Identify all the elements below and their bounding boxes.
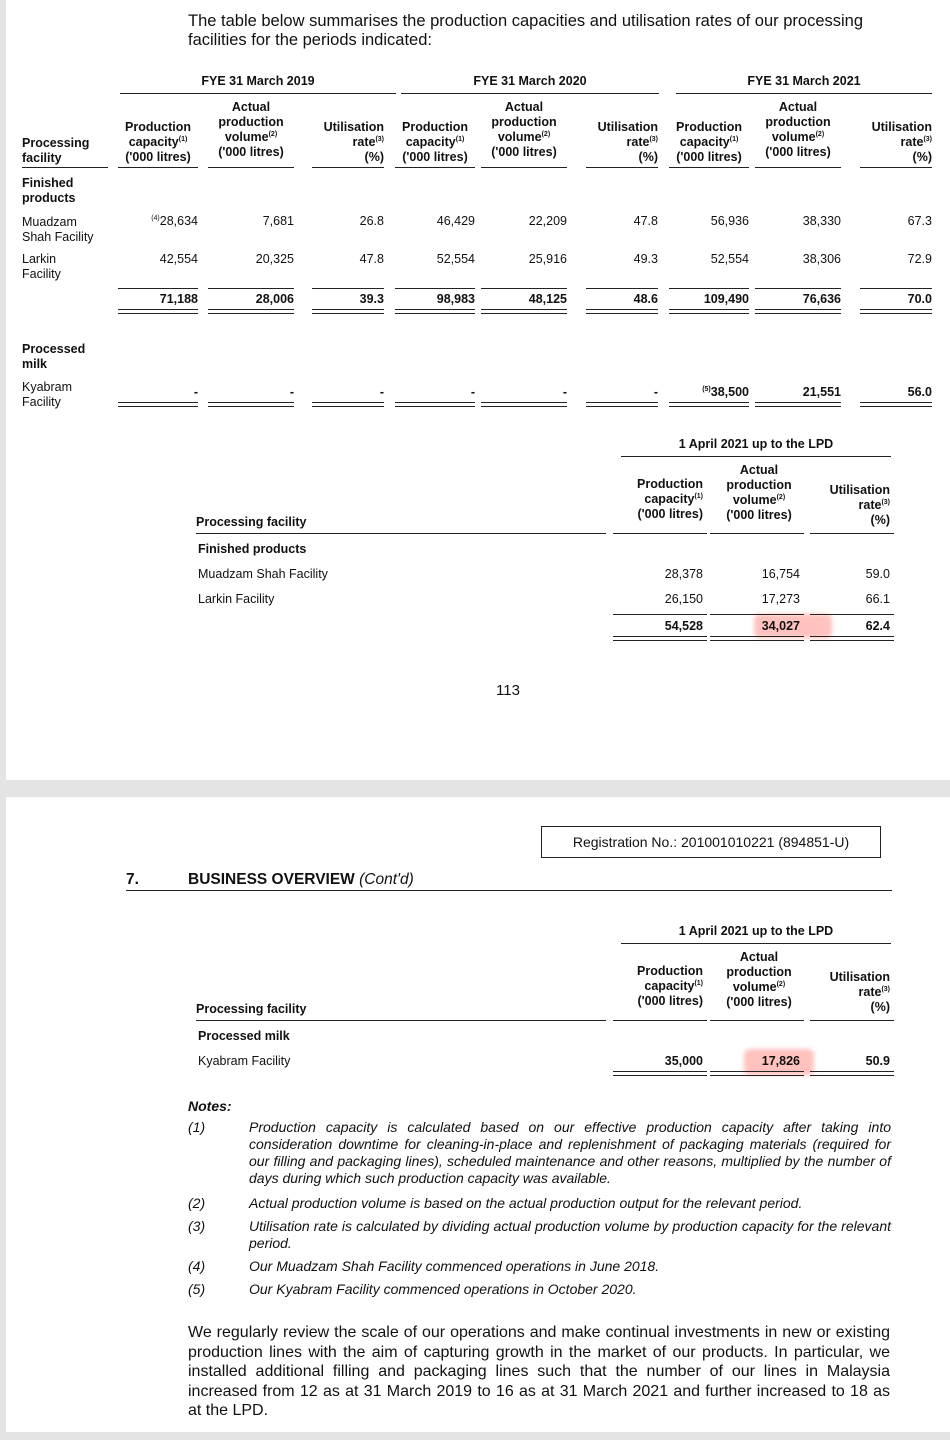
- larkin-row-cell-1: [208, 252, 294, 267]
- muadzam-row-cell-3: [395, 214, 475, 229]
- header-text: Utilisation: [323, 120, 384, 134]
- footnote-marker: (2): [815, 130, 825, 138]
- larkin-label: Larkin Facility: [22, 252, 61, 281]
- cell-value: -: [289, 385, 294, 399]
- footnote-marker: (1): [694, 492, 703, 500]
- total-top-rule: [481, 288, 567, 289]
- volume-header-2020: [481, 100, 567, 160]
- lpd2-kyabram-row-cell-0: 35,000: [664, 1054, 703, 1068]
- total-top-rule: [586, 288, 658, 289]
- page-number: 113: [496, 682, 520, 699]
- header-text: rate: [900, 135, 924, 149]
- lpd-larkin-row-cell-2: 66.1: [865, 592, 890, 606]
- total-row-cell-5: [586, 292, 658, 307]
- larkin-row-cell-3: [395, 252, 475, 267]
- header-text: ('000 litres): [726, 995, 792, 1009]
- muadzam-row-cell-6: [669, 214, 749, 229]
- cell-value: 7,681: [262, 214, 294, 228]
- muadzam-row-cell-7: [755, 214, 841, 229]
- lpd-period-header: 1 April 2021 up to the LPD: [678, 437, 834, 451]
- lpd2-kyabram-row-cell-1: 17,826: [761, 1054, 800, 1068]
- cell-value: 52,554: [710, 252, 749, 266]
- header-text: rate: [858, 985, 882, 999]
- header-text: (%): [638, 150, 658, 164]
- kyabram-bottom-rule: [755, 402, 841, 407]
- cell-value: 47.8: [359, 252, 384, 266]
- footnote-marker: (3): [881, 985, 890, 993]
- total-bottom-rule: [669, 309, 749, 314]
- kyabram-row-cell-4: [481, 385, 567, 400]
- lpd-total-top-rule: [810, 614, 894, 615]
- total-bottom-rule: [208, 309, 294, 314]
- header-text: ('000 litres): [726, 508, 792, 522]
- header-text: capacity: [644, 492, 695, 506]
- section-cont: (Cont'd): [359, 871, 414, 888]
- kyabram-bottom-rule: [118, 402, 198, 407]
- kyabram-bottom-rule: [669, 402, 749, 407]
- lpd-muadzam-row-cell-1: 16,754: [761, 567, 800, 581]
- kyabram-row-cell-8: [860, 385, 932, 400]
- lpd-total-bottom-rule: [613, 636, 707, 641]
- header-text: rate: [858, 498, 882, 512]
- footnote-marker: (2): [776, 493, 786, 501]
- cell-value: 42,554: [159, 252, 198, 266]
- kyabram-bottom-rule: [208, 402, 294, 407]
- lpd-header-underline: [710, 533, 804, 534]
- total-row-cell-4: [481, 292, 567, 307]
- lpd-period-rule: [621, 456, 891, 457]
- lpd-header-underline: [810, 533, 894, 534]
- kyabram-bottom-rule: [586, 402, 658, 407]
- header-text: Utilisation: [597, 120, 658, 134]
- cell-value: 21,551: [802, 385, 841, 399]
- header-text: ('000 litres): [125, 150, 191, 164]
- lpd-larkin-row-cell-0: 26,150: [664, 592, 703, 606]
- footnote-marker: (2): [268, 130, 278, 138]
- header-text: Utilisation: [829, 970, 890, 984]
- lpd2-bottom-rule: [810, 1071, 894, 1076]
- header-text: capacity: [644, 979, 695, 993]
- lpd-muadzam-label: Muadzam Shah Facility: [198, 567, 328, 581]
- lpd-larkin-label: Larkin Facility: [198, 592, 275, 606]
- volume-header-2019: [208, 100, 294, 160]
- lpd-rate-header: [808, 970, 890, 1015]
- header-underline: [481, 167, 567, 168]
- lpd-total-row-cell-2: 62.4: [865, 619, 890, 633]
- muadzam-row-cell-2: [312, 214, 384, 229]
- cell-value: 28,634: [159, 214, 198, 228]
- lpd2-period-header: 1 April 2021 up to the LPD: [678, 924, 834, 938]
- document-page-2: [6, 797, 950, 1432]
- note-text-5: Our Kyabram Facility commenced operations in October 2020.: [249, 1281, 637, 1297]
- header-text: production: [726, 965, 792, 979]
- lpd2-processed-label: Processed milk: [198, 1029, 290, 1043]
- muadzam-row-cell-5: [586, 214, 658, 229]
- lpd-muadzam-row-cell-0: 28,378: [664, 567, 703, 581]
- lpd-larkin-row-cell-1: 17,273: [761, 592, 800, 606]
- cell-value: -: [562, 385, 567, 399]
- cell-value: 52,554: [436, 252, 475, 266]
- header-text: volume: [732, 493, 777, 507]
- cell-value: 56,936: [710, 214, 749, 228]
- header-text: (%): [870, 1000, 890, 1014]
- total-bottom-rule: [755, 309, 841, 314]
- cell-value: 38,330: [802, 214, 841, 228]
- total-row-cell-2: [312, 292, 384, 307]
- larkin-row-cell-4: [481, 252, 567, 267]
- lpd-finished-label: Finished products: [198, 542, 307, 556]
- period-rule-2020: [401, 93, 659, 94]
- kyabram-bottom-rule: [481, 402, 567, 407]
- muadzam-row-cell-8: [860, 214, 932, 229]
- cell-value: 38,306: [802, 252, 841, 266]
- cell-value: -: [379, 385, 384, 399]
- lpd-header-underline: [710, 1020, 804, 1021]
- lpd-total-top-rule: [710, 614, 804, 615]
- cell-value: 25,916: [528, 252, 567, 266]
- larkin-row-cell-8: [860, 252, 932, 267]
- section-rule: [126, 890, 892, 891]
- total-bottom-rule: [586, 309, 658, 314]
- processed-milk-label: Processed milk: [22, 342, 86, 371]
- footnote-marker: (3): [923, 135, 932, 143]
- volume-header-2021: [755, 100, 841, 160]
- total-row-cell-8: [860, 292, 932, 307]
- header-text: Production: [402, 120, 468, 134]
- footnote-marker: (3): [649, 135, 658, 143]
- kyabram-row-cell-0: [118, 385, 198, 400]
- header-underline: [395, 167, 475, 168]
- lpd-total-bottom-rule: [810, 636, 894, 641]
- header-text: Actual: [504, 100, 544, 114]
- total-row-cell-6: [669, 292, 749, 307]
- cell-value: 48.6: [633, 292, 658, 306]
- section-title: BUSINESS OVERVIEW: [188, 871, 355, 888]
- footnote-marker: (5): [702, 385, 711, 393]
- note-text-1: Production capacity is calculated based on our effective production capacity after taking into consideration downtime for cleaning-in-place and replenishment of packaging materials (required for our filling and packaging lines), scheduled maintenance and other reasons, multiplied by the number of days during which such production capacity was available.: [249, 1119, 891, 1186]
- finished-products-label: Finished products: [22, 176, 76, 205]
- total-bottom-rule: [118, 309, 198, 314]
- period-rule-2021: [676, 93, 932, 94]
- cell-value: 72.9: [907, 252, 932, 266]
- kyabram-row-cell-7: [755, 385, 841, 400]
- note-number-2: (2): [188, 1195, 206, 1211]
- lpd-total-row-cell-1: 34,027: [761, 619, 800, 633]
- cell-value: 47.8: [633, 214, 658, 228]
- note-text-3: Utilisation rate is calculated by dividing actual production volume by production capacity for the relevant period.: [249, 1218, 891, 1251]
- lpd2-kyabram-row-cell-2: 50.9: [865, 1054, 890, 1068]
- header-text: production: [218, 115, 284, 129]
- rate-header-2020: [574, 120, 658, 165]
- muadzam-row-cell-0: [118, 214, 198, 229]
- header-text: Utilisation: [871, 120, 932, 134]
- facility-column-header: Processing facility: [22, 136, 90, 165]
- header-text: capacity: [405, 135, 456, 149]
- header-underline: [312, 167, 384, 168]
- header-text: Production: [125, 120, 191, 134]
- muadzam-row-cell-4: [481, 214, 567, 229]
- lpd-capacity-header: [611, 964, 703, 1009]
- total-top-rule: [208, 288, 294, 289]
- note-number-4: (4): [188, 1258, 206, 1274]
- total-row-cell-3: [395, 292, 475, 307]
- header-text: ('000 litres): [491, 145, 557, 159]
- larkin-row-cell-2: [312, 252, 384, 267]
- note-number-3: (3): [188, 1218, 206, 1234]
- lpd-volume-header: [714, 463, 804, 523]
- total-top-rule: [860, 288, 932, 289]
- period-header-2020: FYE 31 March 2020: [473, 74, 587, 88]
- cell-value: 39.3: [359, 292, 384, 306]
- cell-value: 49.3: [633, 252, 658, 266]
- cell-value: -: [470, 385, 475, 399]
- cell-value: 76,636: [802, 292, 841, 306]
- capacity-header-2019: [114, 120, 202, 165]
- note-number-5: (5): [188, 1281, 206, 1297]
- header-underline: [755, 167, 841, 168]
- muadzam-row-cell-1: [208, 214, 294, 229]
- lpd2-bottom-rule: [613, 1071, 707, 1076]
- header-text: volume: [224, 130, 269, 144]
- total-top-rule: [669, 288, 749, 289]
- lpd2-kyabram-label: Kyabram Facility: [198, 1054, 291, 1068]
- header-text: Actual: [231, 100, 271, 114]
- lpd-total-top-rule: [613, 614, 707, 615]
- kyabram-bottom-rule: [312, 402, 384, 407]
- lpd-rate-header: [808, 483, 890, 528]
- section-number: 7.: [126, 871, 139, 888]
- kyabram-row-cell-2: [312, 385, 384, 400]
- header-text: ('000 litres): [402, 150, 468, 164]
- header-text: ('000 litres): [637, 507, 703, 521]
- rate-header-2021: [848, 120, 932, 165]
- kyabram-row-cell-1: [208, 385, 294, 400]
- total-row-cell-7: [755, 292, 841, 307]
- footnote-marker: (1): [694, 979, 703, 987]
- footnote-marker: (3): [375, 135, 384, 143]
- cell-value: -: [193, 385, 198, 399]
- header-text: volume: [497, 130, 542, 144]
- cell-value: 48,125: [528, 292, 567, 306]
- header-text: Production: [637, 964, 703, 978]
- header-text: production: [726, 478, 792, 492]
- total-bottom-rule: [481, 309, 567, 314]
- total-top-rule: [755, 288, 841, 289]
- document-page-1: [6, 0, 950, 780]
- cell-value: 109,490: [703, 292, 749, 306]
- lpd2-period-rule: [621, 943, 891, 944]
- lpd2-bottom-rule: [710, 1071, 804, 1076]
- closing-paragraph: We regularly review the scale of our operations and make continual investments in new or existing production lines with the aim of capturing growth in the market of our products. In particular, we installed additional filling and packaging lines such that the number of our lines in Malaysia increased from 12 as at 31 March 2019 to 16 as at 31 March 2021 and further increased to 18 as at the LPD.: [188, 1324, 890, 1419]
- footnote-marker: (1): [178, 135, 188, 143]
- total-row-cell-1: [208, 292, 294, 307]
- header-text: Production: [676, 120, 742, 134]
- header-text: (%): [364, 150, 384, 164]
- lpd-total-row-cell-0: 54,528: [664, 619, 703, 633]
- rate-header-2019: [300, 120, 384, 165]
- lpd-facility-header: Processing facility: [196, 515, 307, 529]
- kyabram-row-cell-6: [669, 385, 749, 400]
- header-text: (%): [870, 513, 890, 527]
- footnote-marker: (1): [455, 135, 465, 143]
- note-number-1: (1): [188, 1119, 206, 1135]
- total-bottom-rule: [312, 309, 384, 314]
- cell-value: 28,006: [255, 292, 294, 306]
- cell-value: 67.3: [907, 214, 932, 228]
- larkin-row-cell-7: [755, 252, 841, 267]
- header-text: Production: [637, 477, 703, 491]
- header-text: Actual: [778, 100, 818, 114]
- header-text: Actual: [739, 950, 779, 964]
- header-text: volume: [771, 130, 816, 144]
- lpd-header-underline: [810, 1020, 894, 1021]
- header-underline: [208, 167, 294, 168]
- cell-value: 98,983: [436, 292, 475, 306]
- kyabram-label: Kyabram Facility: [22, 380, 73, 409]
- lpd-header-underline: [613, 533, 707, 534]
- header-text: capacity: [128, 135, 179, 149]
- header-text: rate: [352, 135, 376, 149]
- intro-paragraph: The table below summarises the production capacities and utilisation rates of our processing facilities for the periods indicated:: [188, 12, 864, 49]
- cell-value: 22,209: [528, 214, 567, 228]
- larkin-row-cell-5: [586, 252, 658, 267]
- header-underline: [586, 167, 658, 168]
- footnote-marker: (1): [729, 135, 739, 143]
- header-text: production: [491, 115, 557, 129]
- larkin-row-cell-0: [118, 252, 198, 267]
- header-text: ('000 litres): [637, 994, 703, 1008]
- cell-value: -: [653, 385, 658, 399]
- header-text: rate: [626, 135, 650, 149]
- note-text-2: Actual production volume is based on the actual production output for the relevant period.: [249, 1195, 803, 1211]
- notes-title: Notes:: [188, 1098, 232, 1114]
- note-text-4: Our Muadzam Shah Facility commenced operations in June 2018.: [249, 1258, 660, 1274]
- larkin-row-cell-6: [669, 252, 749, 267]
- footnote-marker: (2): [541, 130, 551, 138]
- total-top-rule: [118, 288, 198, 289]
- section-heading: [188, 871, 414, 889]
- header-text: ('000 litres): [765, 145, 831, 159]
- header-text: Actual: [739, 463, 779, 477]
- total-row-cell-0: [118, 292, 198, 307]
- kyabram-bottom-rule: [860, 402, 932, 407]
- period-header-2021: FYE 31 March 2021: [747, 74, 861, 88]
- lpd-capacity-header: [611, 477, 703, 522]
- registration-box: Registration No.: 201001010221 (894851-U): [541, 826, 881, 858]
- cell-value: 70.0: [907, 292, 932, 306]
- lpd-facility-rule: [196, 533, 606, 534]
- header-underline: [860, 167, 932, 168]
- cell-value: 38,500: [710, 385, 749, 399]
- header-underline: [118, 167, 198, 168]
- header-text: ('000 litres): [676, 150, 742, 164]
- header-text: production: [765, 115, 831, 129]
- footnote-marker: (4): [151, 214, 160, 222]
- total-bottom-rule: [860, 309, 932, 314]
- lpd2-facility-rule: [196, 1020, 606, 1021]
- cell-value: 26.8: [359, 214, 384, 228]
- capacity-header-2020: [391, 120, 479, 165]
- total-top-rule: [312, 288, 384, 289]
- cell-value: 46,429: [436, 214, 475, 228]
- period-header-2019: FYE 31 March 2019: [201, 74, 315, 88]
- footnote-marker: (3): [881, 498, 890, 506]
- footnote-marker: (2): [776, 980, 786, 988]
- kyabram-row-cell-5: [586, 385, 658, 400]
- cell-value: 71,188: [159, 292, 198, 306]
- kyabram-row-cell-3: [395, 385, 475, 400]
- capacity-header-2021: [665, 120, 753, 165]
- header-text: (%): [912, 150, 932, 164]
- lpd-total-bottom-rule: [710, 636, 804, 641]
- lpd-muadzam-row-cell-2: 59.0: [865, 567, 890, 581]
- lpd-volume-header: [714, 950, 804, 1010]
- lpd2-facility-header: Processing facility: [196, 1002, 307, 1016]
- header-text: capacity: [679, 135, 730, 149]
- total-bottom-rule: [395, 309, 475, 314]
- header-text: ('000 litres): [218, 145, 284, 159]
- period-rule-2019: [120, 93, 396, 94]
- total-top-rule: [395, 288, 475, 289]
- header-underline: [669, 167, 749, 168]
- kyabram-bottom-rule: [395, 402, 475, 407]
- header-text: Utilisation: [829, 483, 890, 497]
- cell-value: 56.0: [907, 385, 932, 399]
- lpd-header-underline: [613, 1020, 707, 1021]
- header-text: volume: [732, 980, 777, 994]
- facility-header-rule: [22, 167, 108, 168]
- muadzam-label: Muadzam Shah Facility: [22, 215, 94, 244]
- cell-value: 20,325: [255, 252, 294, 266]
